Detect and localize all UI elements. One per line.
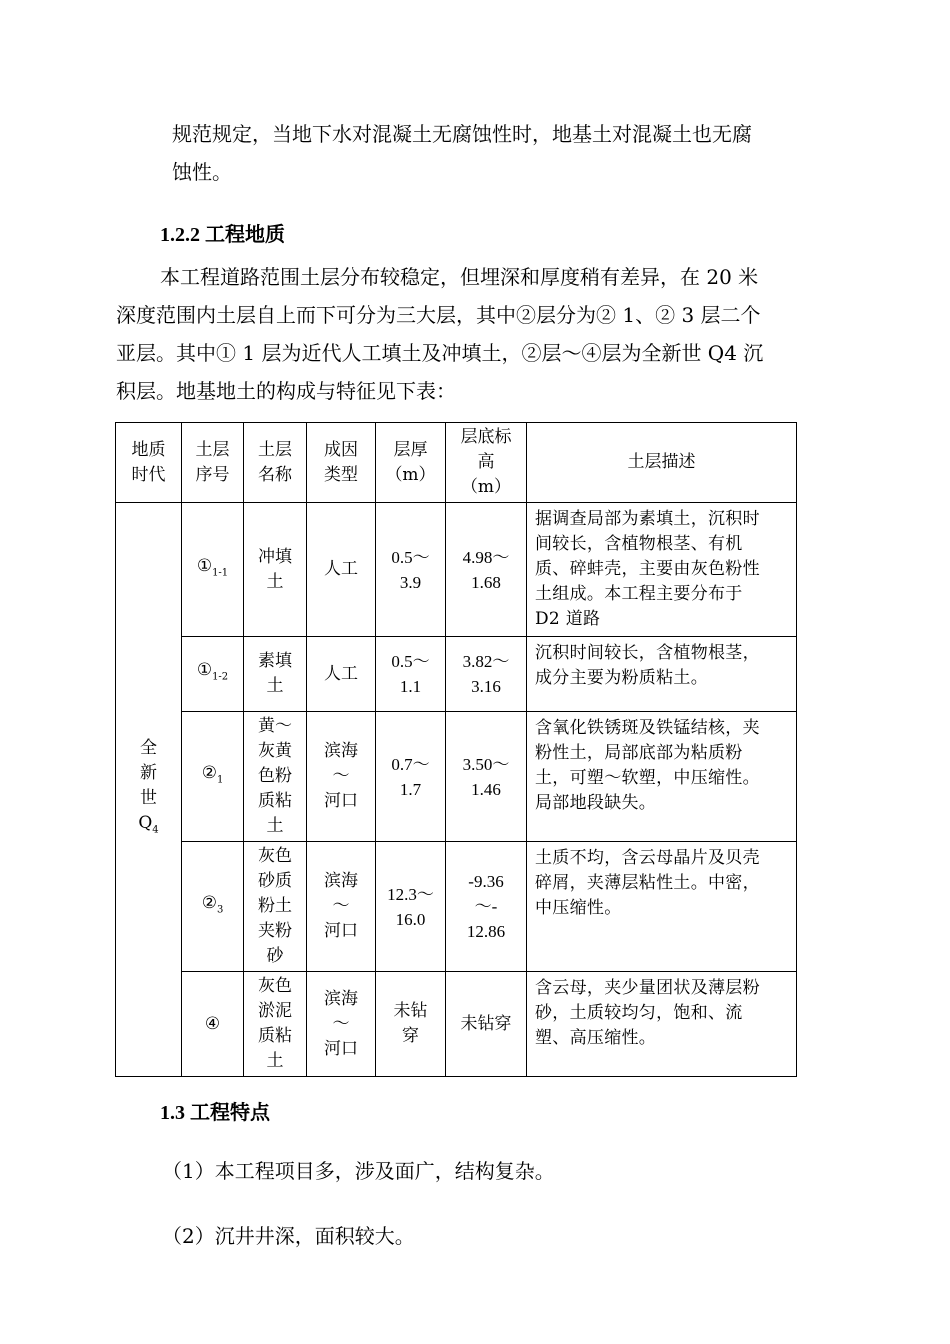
soil-layer-table	[115, 422, 797, 1077]
cause-cell: 人工	[307, 503, 376, 637]
table-row	[116, 637, 797, 712]
thickness-cell: 0.5～ 3.9	[376, 503, 446, 637]
name-cell: 灰色 淤泥 质粘 土	[244, 972, 307, 1077]
age-cell: 全 新 世 $Q_4$	[116, 503, 182, 1077]
header-name: 土层 名称	[244, 423, 307, 503]
seq-cell: $②_3$	[182, 842, 244, 972]
section-heading-geology: 1.2.2 工程地质	[160, 224, 285, 246]
desc-cell: 土质不均，含云母晶片及贝壳 碎屑，夹薄层粘性土。中密， 中压缩性。	[527, 842, 797, 972]
intro-line-1: 规范规定，当地下水对混凝土无腐蚀性时，地基土对混凝土也无腐	[172, 122, 752, 146]
header-seq: 土层 序号	[182, 423, 244, 503]
bottom-cell: 3.50～ 1.46	[446, 712, 527, 842]
name-cell: 冲填 土	[244, 503, 307, 637]
name-cell: 素填 土	[244, 637, 307, 712]
desc-cell: 据调查局部为素填土，沉积时 间较长，含植物根茎、有机 质、碎蚌壳，主要由灰色粉性 土组成。本工程主要分布于 D2 道路	[527, 503, 797, 637]
desc-cell: 沉积时间较长，含植物根茎， 成分主要为粉质粘土。	[527, 637, 797, 712]
cause-cell: 滨海 ～ 河口	[307, 972, 376, 1077]
table-header-row	[116, 423, 797, 503]
cause-cell: 滨海 ～ 河口	[307, 712, 376, 842]
cause-cell: 人工	[307, 637, 376, 712]
section-heading-features: 1.3 工程特点	[160, 1102, 270, 1124]
header-age: 地质 时代	[116, 423, 182, 503]
thickness-cell: 未钻 穿	[376, 972, 446, 1077]
geology-para-line-2: 深度范围内土层自上而下可分为三大层，其中②层分为② 1、② 3 层二个	[116, 303, 761, 327]
bottom-cell: 4.98～ 1.68	[446, 503, 527, 637]
name-cell: 黄～ 灰黄 色粉 质粘 土	[244, 712, 307, 842]
header-cause: 成因 类型	[307, 423, 376, 503]
seq-cell: $①_{1-2}$	[182, 637, 244, 712]
geology-para-line-3: 亚层。其中① 1 层为近代人工填土及冲填土，②层～④层为全新世 Q4 沉	[116, 341, 764, 365]
header-thickness: 层厚 （m）	[376, 423, 446, 503]
bottom-cell: 未钻穿	[446, 972, 527, 1077]
name-cell: 灰色 砂质 粉土 夹粉 砂	[244, 842, 307, 972]
table-row	[116, 842, 797, 972]
table-row	[116, 972, 797, 1077]
feature-item-2: （2）沉井井深，面积较大。	[162, 1224, 415, 1248]
bottom-cell: -9.36 ～- 12.86	[446, 842, 527, 972]
table-row	[116, 503, 797, 637]
seq-cell: ④	[182, 972, 244, 1077]
intro-line-2: 蚀性。	[172, 160, 232, 184]
geology-para-line-4: 积层。地基地土的构成与特征见下表：	[116, 379, 456, 403]
table-row	[116, 712, 797, 842]
seq-cell: $①_{1-1}$	[182, 503, 244, 637]
desc-cell: 含氧化铁锈斑及铁锰结核，夹 粉性土，局部底部为粘质粉 土，可塑～软塑，中压缩性。 局部地段缺失。	[527, 712, 797, 842]
thickness-cell: 12.3～ 16.0	[376, 842, 446, 972]
geology-para-line-1: 本工程道路范围土层分布较稳定，但埋深和厚度稍有差异，在 20 米	[160, 265, 759, 289]
header-desc: 土层描述	[527, 423, 797, 503]
desc-cell: 含云母，夹少量团状及薄层粉 砂，土质较均匀，饱和、流 塑、高压缩性。	[527, 972, 797, 1077]
thickness-cell: 0.5～ 1.1	[376, 637, 446, 712]
thickness-cell: 0.7～ 1.7	[376, 712, 446, 842]
header-bottom: 层底标 高 （m）	[446, 423, 527, 503]
seq-cell: $②_1$	[182, 712, 244, 842]
bottom-cell: 3.82～ 3.16	[446, 637, 527, 712]
feature-item-1: （1）本工程项目多，涉及面广，结构复杂。	[162, 1159, 555, 1183]
cause-cell: 滨海 ～ 河口	[307, 842, 376, 972]
